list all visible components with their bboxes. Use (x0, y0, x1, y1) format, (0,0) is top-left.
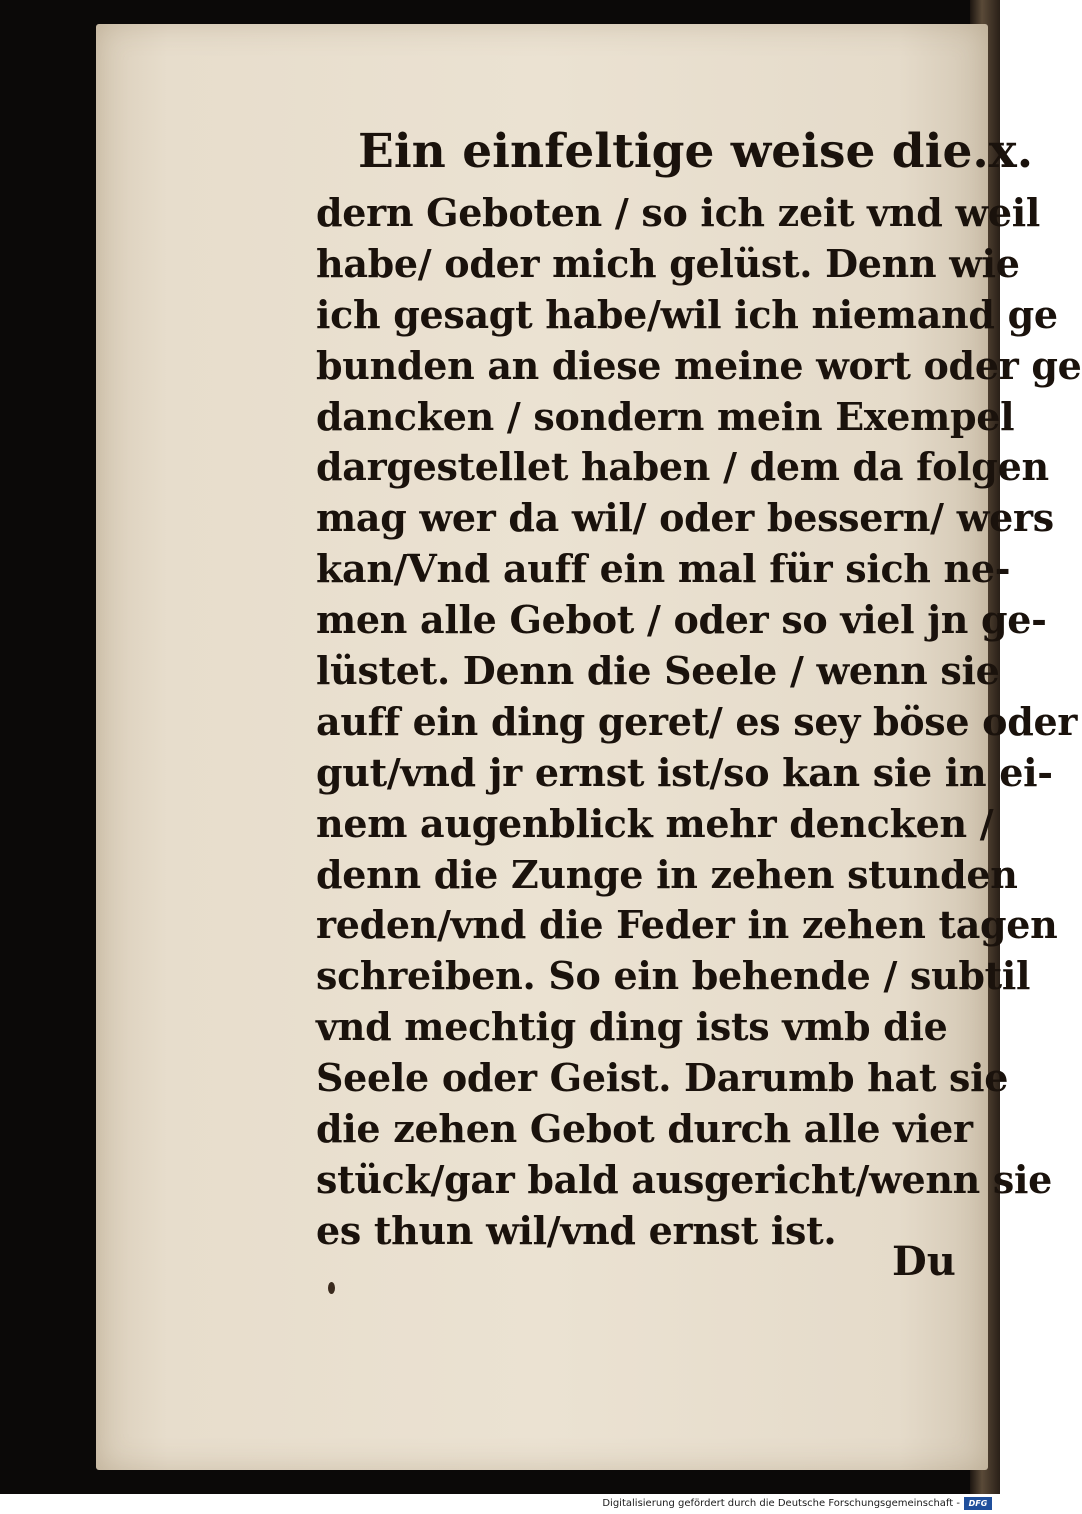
body-text (316, 188, 1082, 1257)
text-line: lüstet. Denn die Seele / wenn sie (316, 648, 1000, 694)
footer-bar (0, 1494, 1000, 1514)
ink-spot (328, 1282, 335, 1294)
book-page (96, 24, 1082, 1470)
text-line: vnd mechtig ding ists vmb die (316, 1004, 948, 1050)
text-line: ich gesagt habe/wil ich niemand ge (316, 291, 1058, 337)
text-line: nem augenblick mehr dencken / (316, 800, 994, 846)
text-line: mag wer da wil/ oder bessern/ wers (316, 495, 1054, 541)
text-line: dargestellet haben / dem da folgen (316, 444, 1049, 490)
running-header: Ein einfeltige weise die.x. (358, 124, 1034, 179)
text-line: es thun wil/vnd ernst ist. (316, 1207, 837, 1253)
text-line: schreiben. So ein behende / subtil (316, 953, 1031, 999)
text-line: dancken / sondern mein Exempel (316, 393, 1015, 439)
text-line: kan/Vnd auff ein mal für sich ne- (316, 546, 1011, 592)
text-line: dern Geboten / so ich zeit vnd weil (316, 190, 1041, 235)
text-line: reden/vnd die Feder in zehen tagen (316, 902, 1058, 948)
text-line: gut/vnd jr ernst ist/so kan sie in ei- (316, 749, 1053, 795)
text-line: habe/ oder mich gelüst. Denn wie (316, 240, 1020, 286)
text-line: men alle Gebot / oder so viel jn ge- (316, 597, 1047, 643)
text-line: stück/gar bald ausgericht/wenn sie (316, 1156, 1053, 1202)
text-line: die zehen Gebot durch alle vier (316, 1106, 973, 1152)
text-line: auff ein ding geret/ es sey böse oder (316, 698, 1078, 744)
funding-notice: Digitalisierung gefördert durch die Deutsche Forschungsgemeinschaft - (602, 1498, 960, 1509)
catchword: Du (892, 1238, 956, 1285)
dfg-logo: DFG (964, 1497, 992, 1510)
text-line: Seele oder Geist. Darumb hat sie (316, 1055, 1009, 1101)
text-line: denn die Zunge in zehen stunden (316, 851, 1018, 897)
text-line: bunden an diese meine wort oder ge (316, 342, 1082, 388)
